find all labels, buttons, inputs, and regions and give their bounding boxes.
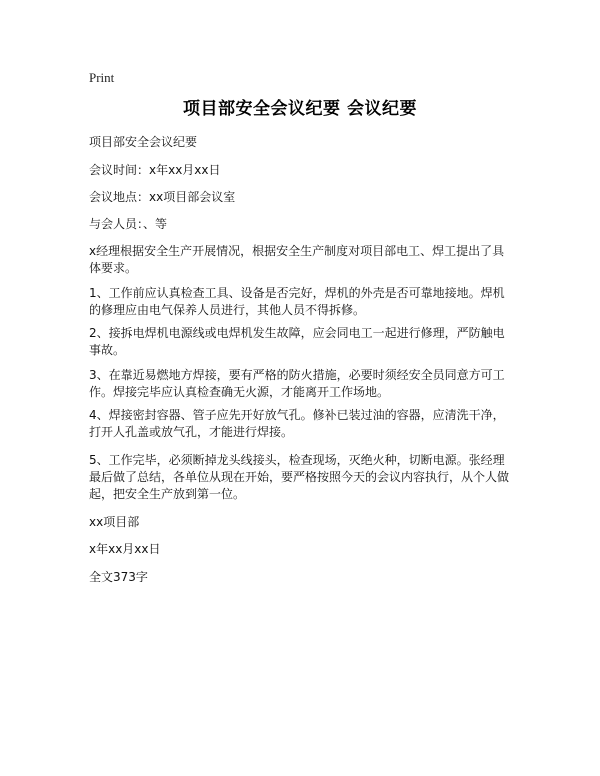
- intro-paragraph: x经理根据安全生产开展情况，根据安全生产制度对项目部电工、焊工提出了具体要求。: [89, 244, 505, 275]
- attendees: 与会人员：、等: [89, 217, 168, 231]
- item-1-paragraph: 1、工作前应认真检查工具、设备是否完好，焊机的外壳是否可靠地接地。焊机的修理应由电气保养人员进行，其他人员不得拆修。: [89, 286, 505, 317]
- print-label: Print: [89, 70, 115, 85]
- meeting-time: 会议时间：x年xx月xx日: [89, 163, 221, 177]
- meeting-location: 会议地点：xx项目部会议室: [89, 190, 236, 204]
- item-2-paragraph: 2、接拆电焊机电源线或电焊机发生故障，应会同电工一起进行修理，严防触电事故。: [89, 326, 505, 357]
- heading-paragraph: 项目部安全会议纪要: [89, 135, 198, 149]
- word-count: 全文373字: [89, 570, 148, 584]
- signature-date: x年xx月xx日: [89, 542, 161, 556]
- item-3-paragraph: 3、在靠近易燃地方焊接，要有严格的防火措施，必要时须经安全员同意方可工作。焊接完毕应认真检查确无火源，才能离开工作场地。: [89, 368, 505, 399]
- signature-department: xx项目部: [89, 515, 140, 529]
- item-5-paragraph: 5、工作完毕，必须断掉龙头线接头，检查现场，灭绝火种，切断电源。张经理最后做了总结，各单位从现在开始，要严格按照今天的会议内容执行，从个人做起，把安全生产放到第一位。: [89, 453, 510, 501]
- item-4-paragraph: 4、焊接密封容器、管子应先开好放气孔。修补已装过油的容器，应清洗干净，打开人孔盖或放气孔，才能进行焊接。: [89, 408, 505, 439]
- document-title: 项目部安全会议纪要 会议纪要: [183, 99, 417, 119]
